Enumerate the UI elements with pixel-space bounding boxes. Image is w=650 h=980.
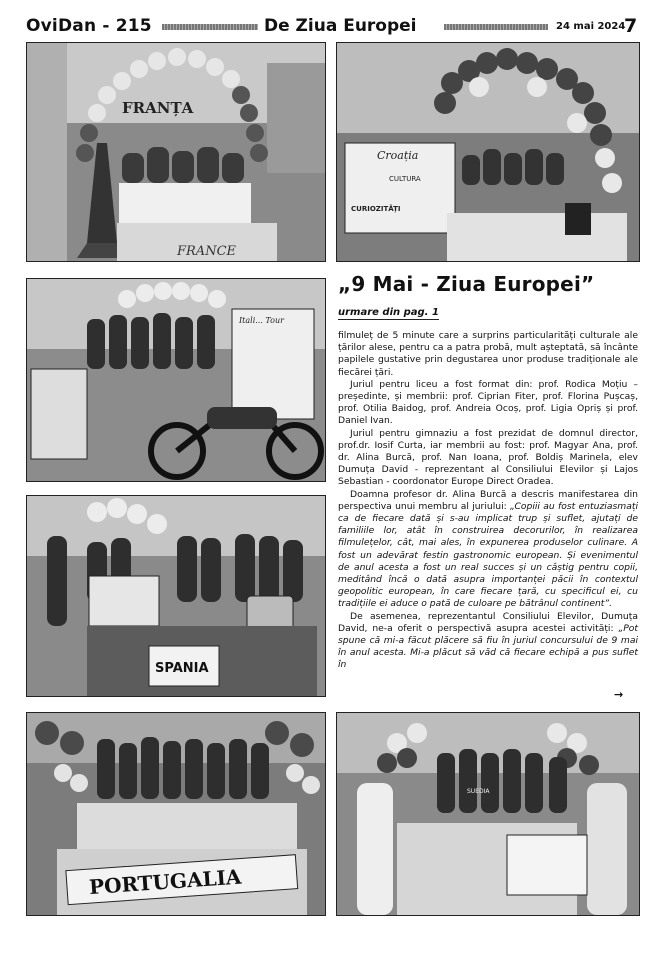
photo-spain [26,495,326,697]
sign-text-france: FRANȚA [122,99,194,117]
article-continued-from: urmare din pag. 1 [338,307,439,318]
article-title: „9 Mai - Ziua Europei” [338,272,595,296]
article-paragraph: Juriul pentru liceu a fost format din: prof. Rodica Moțiu – președinte, și membrii: prof. Ciprian Fiter, prof. Florina Pușcaș, prof. Otilia Baidog, prof. Andreia Ocoș, prof. Ligia Opriș și prof. Daniel Ivan. [338,378,638,427]
sign-text-italy: Itali... Tour [239,316,284,325]
page-header [26,14,638,40]
article [338,272,638,672]
photo-france [26,42,326,262]
sign-sub-croatia: CULTURA [389,175,421,183]
photo-italy-motorcycle [26,278,326,482]
article-paragraph: Doamna profesor dr. Alina Burcă a descris manifestarea din perspectiva unui membru al juriului: „Copiii au fost entuziasmați ca de fiecare dată și s-au implicat trup și suflet, ajutați de familiile lor, atât în construirea decorurilor, în realizarea filmulețelor, cât, mai ales, în expunerea produselor culinare. A fost un adevărat festin gastronomic european. Și evenimentul de anul acesta a fost un real succes și un câștig pentru copii, meditând încă o dată asupra importanței păcii în contextul geopolitic european, în care fiecare țară, cu specificul ei, cu tradițiile ei aduce o pată de culoare pe bătrânul continent”. [338,488,638,610]
header-rule-left [162,24,258,30]
photo-sweden [336,712,640,916]
photo-croatia [336,42,640,262]
sign-text-portugal: PORTUGALIA [88,864,243,900]
header-rule-right [444,24,548,30]
shirt-text-sweden: SUEDIA [467,788,490,795]
publication-title: OviDan - 215 [26,16,152,36]
issue-date: 24 mai 2024 [556,21,626,32]
article-paragraph: filmuleț de 5 minute care a surprins particularități culturale ale țărilor alese, pentru ca a patra probă, mult așteptată, să încânte papilele gustative prin degustarea unor produse tradiționale ale fiecărei țări. [338,330,638,378]
photo-portugal [26,712,326,916]
section-title: De Ziua Europei [264,16,417,36]
sign-text-croatia: Croația [377,149,419,162]
sign-sub2-croatia: CURIOZITĂȚI [351,205,401,213]
sign-text-spain: SPANIA [155,661,209,676]
continues-arrow-icon: → [614,688,624,701]
banner-text-france: FRANCE [177,244,237,259]
article-paragraph: Juriul pentru gimnaziu a fost prezidat de domnul director, prof.dr. Iosif Curta, iar membrii au fost: prof. Magyar Ana, prof. dr. Alina Burcă, prof. Nan Ioana, prof. Boldiș Marinela, elev Dumuța David - reprezentant al Consiliului Elevilor și Lajos Sebastian - coordonator Europe Direct Oradea. [338,427,638,488]
page-number: 7 [624,15,638,37]
article-paragraph: De asemenea, reprezentantul Consiliului Elevilor, Dumuța David, ne-a oferit o perspectivă asupra acestei activități: „Pot spune că mi-a făcut plăcere să fiu în juriul concursului de 9 mai în anul acesta. Mi-a plăcut să văd că fiecare echipă a pus suflet în [338,610,638,671]
